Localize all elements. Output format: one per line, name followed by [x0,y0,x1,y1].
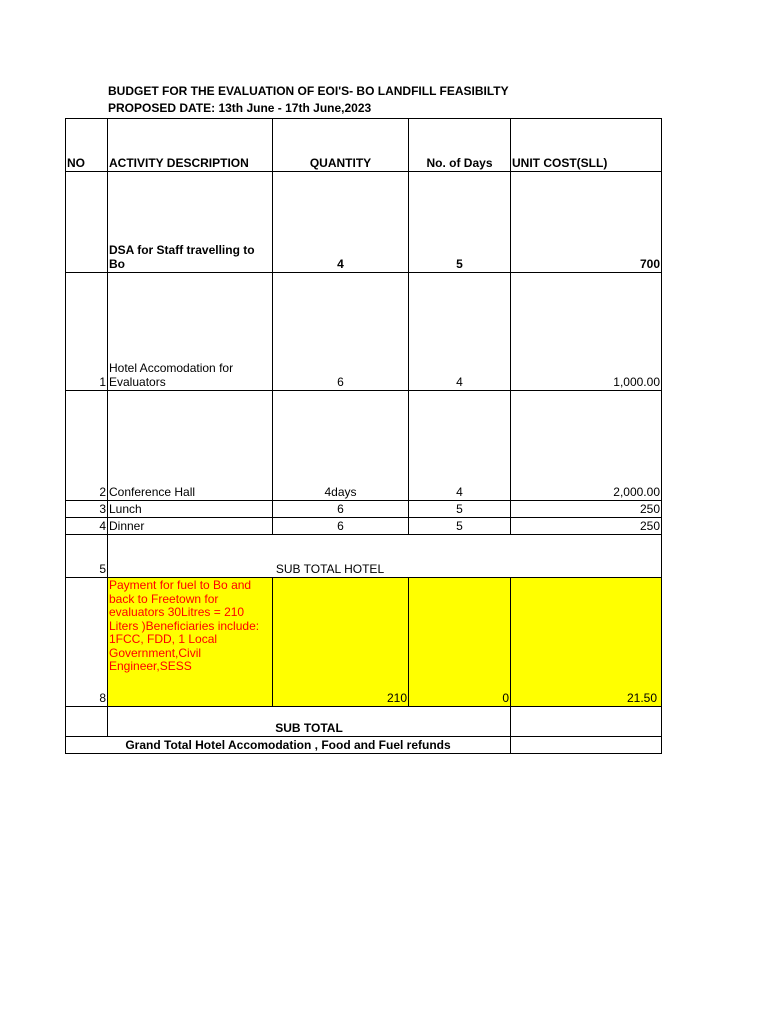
row-unit-cost: 250 [511,501,662,518]
header-no: NO [66,119,108,172]
row-no: 1 [66,273,108,391]
subtotal-hotel-label: SUB TOTAL HOTEL [108,535,662,578]
grand-total-label: Grand Total Hotel Accomodation , Food and Fuel refunds [66,737,511,754]
row-activity: Dinner [108,518,273,535]
row-quantity: 210 [273,578,409,707]
row-no: 4 [66,518,108,535]
row-days: 4 [409,391,511,501]
row-activity: Payment for fuel to Bo and back to Freetown for evaluators 30Litres = 210 Liters )Beneficiaries include: 1FCC, FDD, 1 Local Government,Civil Engineer,SESS [108,578,273,707]
document-proposed-date: PROPOSED DATE: 13th June - 17th June,2023 [108,101,372,115]
row-no: 2 [66,391,108,501]
row-unit-cost: 250 [511,518,662,535]
document-title-block [108,83,509,117]
row-quantity: 6 [273,273,409,391]
row-activity: Hotel Accomodation for Evaluators [108,273,273,391]
row-no [66,172,108,273]
row-unit-cost: 2,000.00 [511,391,662,501]
row-quantity: 4days [273,391,409,501]
row-no: 3 [66,501,108,518]
subtotal-hotel-row [66,535,662,578]
row-days: 4 [409,273,511,391]
subtotal-row [66,707,662,737]
row-quantity: 6 [273,518,409,535]
row-no: 8 [66,578,108,707]
row-quantity: 6 [273,501,409,518]
row-activity: DSA for Staff travelling to Bo [108,172,273,273]
row-unit-cost: 700 [511,172,662,273]
budget-table [65,118,662,754]
header-activity: ACTIVITY DESCRIPTION [108,119,273,172]
table-row [66,391,662,501]
document-title: BUDGET FOR THE EVALUATION OF EOI'S- BO LANDFILL FEASIBILTY [108,84,509,98]
table-row [66,273,662,391]
subtotal-value-cell [511,707,662,737]
row-quantity: 4 [273,172,409,273]
table-row [66,501,662,518]
subtotal-empty-cell [66,707,108,737]
row-days: 5 [409,172,511,273]
row-no: 5 [66,535,108,578]
table-row [66,518,662,535]
row-activity: Conference Hall [108,391,273,501]
row-days: 5 [409,501,511,518]
table-row [66,578,662,707]
row-days: 5 [409,518,511,535]
table-row [66,172,662,273]
row-activity: Lunch [108,501,273,518]
row-days: 0 [409,578,511,707]
header-unit-cost: UNIT COST(SLL) [511,119,662,172]
header-quantity: QUANTITY [273,119,409,172]
row-unit-cost: 1,000.00 [511,273,662,391]
subtotal-label: SUB TOTAL [108,707,511,737]
header-days: No. of Days [409,119,511,172]
grand-total-row [66,737,662,754]
grand-total-value-cell [511,737,662,754]
row-unit-cost: 21.50 [511,578,662,707]
table-header-row [66,119,662,172]
